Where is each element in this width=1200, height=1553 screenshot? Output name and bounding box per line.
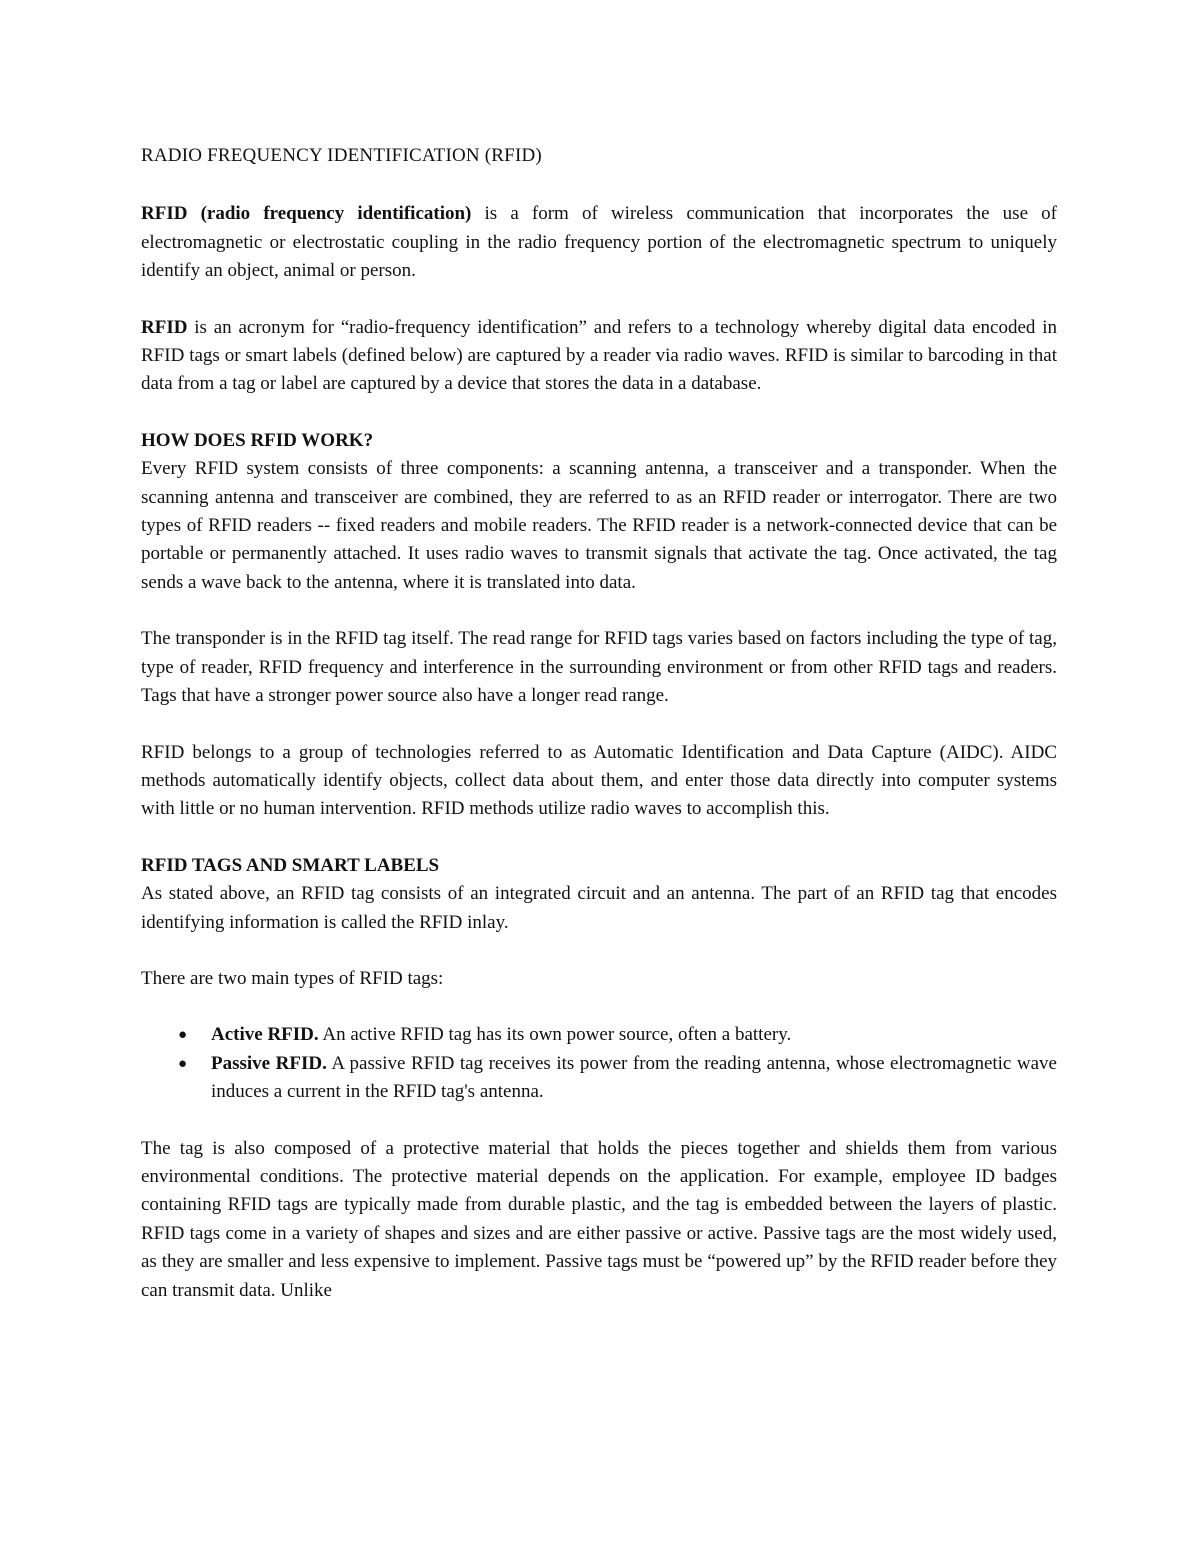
tag-type-text: A passive RFID tag receives its power from the reading antenna, whose electromagnetic wave induces a current in the RFID tag's antenna. (211, 1052, 1057, 1103)
tags-paragraph-1: As stated above, an RFID tag consists of an integrated circuit and an antenna. The part of an RFID tag that encodes identifying information is called the RFID inlay. (141, 883, 1057, 933)
tag-type-term: Active RFID. (211, 1024, 319, 1046)
closing-paragraph: The tag is also composed of a protective material that holds the pieces together and shields them from various environmental conditions. The protective material depends on the application. For example, employee ID badges containing RFID tags are typically made from durable plastic, and the tag is embedded between the layers of plastic. RFID tags come in a variety of shapes and sizes and are either passive or active. Passive tags are the most widely used, as they are smaller and less expensive to implement. Passive tags must be “powered up” by the RFID reader before they can transmit data. Unlike (141, 1137, 1057, 1301)
document-title: RADIO FREQUENCY IDENTIFICATION (RFID) (141, 145, 542, 166)
acronym-term: RFID (141, 316, 188, 338)
acronym-paragraph (141, 314, 1057, 399)
list-item (141, 1050, 1057, 1107)
tags-section (141, 852, 1057, 994)
acronym-text: is an acronym for “radio-frequency identification” and refers to a technology whereby digital data encoded in RFID tags or smart labels (defined below) are captured by a reader via radio waves. RFID is similar to barcoding in that data from a tag or label are captured by a device that stores the data in a database. (141, 316, 1057, 395)
how-it-works-heading: HOW DOES RFID WORK? (141, 429, 374, 451)
tag-type-text: An active RFID tag has its own power source, often a battery. (318, 1024, 792, 1046)
tags-paragraph-2: There are two main types of RFID tags: (141, 967, 444, 989)
intro-paragraph (141, 200, 1057, 285)
list-item (141, 1021, 1057, 1049)
document-body (141, 142, 1057, 1333)
how-it-works-paragraph-2: The transponder is in the RFID tag itself. The read range for RFID tags varies based on factors including the type of tag, type of reader, RFID frequency and interference in the surrounding environment or from other RFID tags and readers. Tags that have a stronger power source also have a longer read range. (141, 628, 1057, 707)
bullet-icon: ● (178, 1027, 188, 1044)
tag-type-term: Passive RFID. (211, 1052, 327, 1074)
intro-term: RFID (radio frequency identification) (141, 203, 472, 225)
how-it-works-paragraph-1: Every RFID system consists of three components: a scanning antenna, a transceiver and a transponder. When the scanning antenna and transceiver are combined, they are referred to as an RFID reader or interrogator. There are two types of RFID readers -- fixed readers and mobile readers. The RFID reader is a network-connected device that can be portable or permanently attached. It uses radio waves to transmit signals that activate the tag. Once activated, the tag sends a wave back to the antenna, where it is translated into data. (141, 458, 1057, 593)
tags-heading: RFID TAGS AND SMART LABELS (141, 854, 440, 876)
how-it-works-section (141, 427, 1057, 824)
bullet-icon: ● (178, 1055, 188, 1072)
intro-text: is a form of wireless communication that incorporates the use of electromagnetic or electrostatic coupling in the radio frequency portion of the electromagnetic spectrum to uniquely identify an object, animal or person. (141, 203, 1057, 282)
how-it-works-paragraph-3: RFID belongs to a group of technologies referred to as Automatic Identification and Data Capture (AIDC). AIDC methods automatically identify objects, collect data about them, and enter those data directly into computer systems with little or no human intervention. RFID methods utilize radio waves to accomplish this. (141, 741, 1057, 820)
tag-types-list (141, 1021, 1057, 1106)
